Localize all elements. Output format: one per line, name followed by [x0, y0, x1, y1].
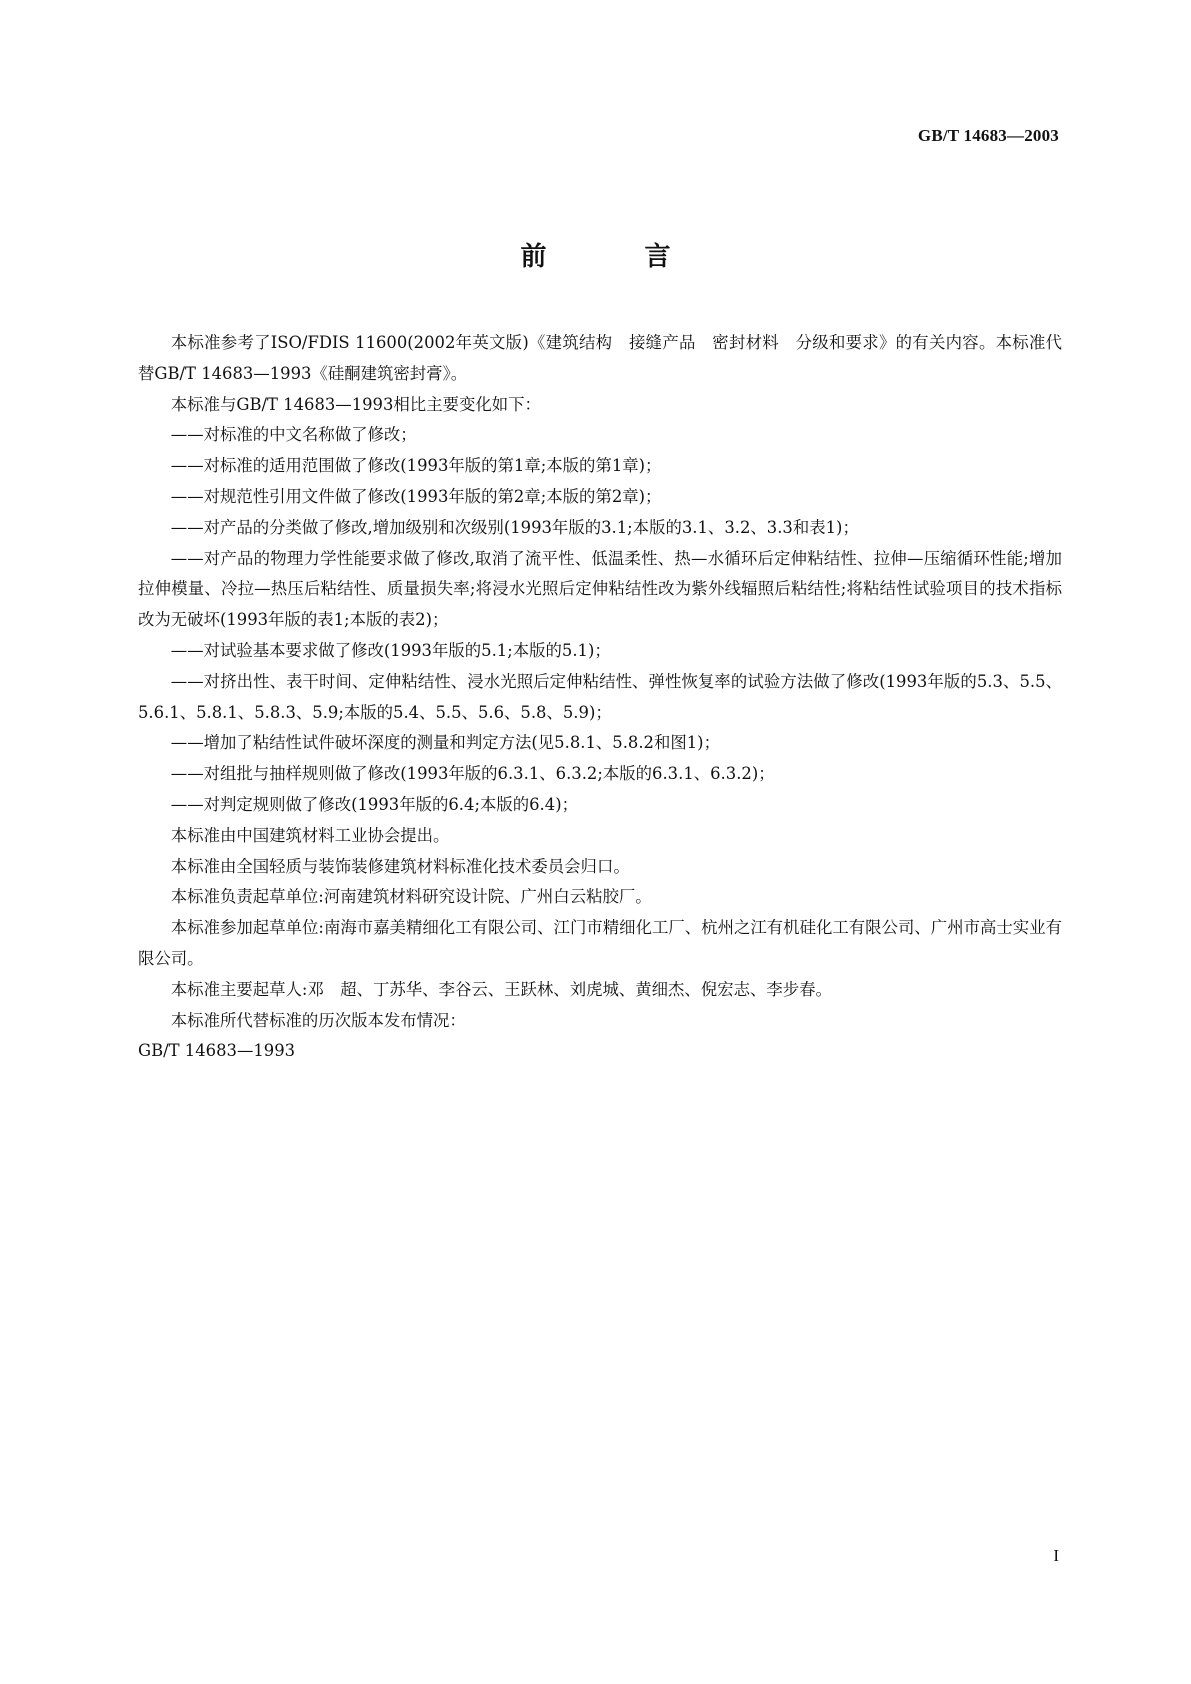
page-number: I	[1053, 1546, 1059, 1565]
paragraph-main-drafters: 本标准主要起草人:邓 超、丁苏华、李谷云、王跃林、刘虎城、黄细杰、倪宏志、李步春。	[170, 979, 832, 999]
foreword-body	[138, 328, 1062, 1067]
list-item-change: ——对标准的适用范围做了修改(1993年版的第1章;本版的第1章)；	[170, 456, 662, 476]
paragraph-lead-drafter: 本标准负责起草单位:河南建筑材料研究设计院、广州白云粘胶厂。	[170, 887, 652, 907]
list-item-change: ——对产品的物理力学性能要求做了修改,取消了流平性、低温柔性、热—水循环后定伸粘结性、拉伸—压缩循环性能;增加拉伸模量、冷拉—热压后粘结性、质量损失率;将浸水光照后定伸粘结性改为紫外线辐照后粘结性;将粘结性试验项目的技术指标改为无破坏(1993年版的表1;本版的表2)；	[138, 548, 1062, 630]
list-item-change: ——对判定规则做了修改(1993年版的6.4;本版的6.4)；	[170, 794, 578, 814]
paragraph-reference: 本标准参考了ISO/FDIS 11600(2002年英文版)《建筑结构 接缝产品 密封材料 分级和要求》的有关内容。本标准代替GB/T 14683—1993《硅酮建筑密封膏》。	[138, 333, 1062, 383]
list-item-change: ——增加了粘结性试件破坏深度的测量和判定方法(见5.8.1、5.8.2和图1)；	[170, 733, 720, 753]
list-item-change: ——对试验基本要求做了修改(1993年版的5.1;本版的5.1)；	[170, 640, 611, 660]
list-item-change: ——对标准的中文名称做了修改；	[170, 425, 417, 445]
list-item-change: ——对挤出性、表干时间、定伸粘结性、浸水光照后定伸粘结性、弹性恢复率的试验方法做了修改(1993年版的5.3、5.5、5.6.1、5.8.1、5.8.3、5.9;本版的5.4、5.5、5.6、5.8、5.9)；	[138, 671, 1062, 722]
paragraph-committee: 本标准由全国轻质与装饰装修建筑材料标准化技术委员会归口。	[170, 856, 630, 876]
paragraph-proposer: 本标准由中国建筑材料工业协会提出。	[170, 825, 450, 845]
list-item-change: ——对产品的分类做了修改,增加级别和次级别(1993年版的3.1;本版的3.1、3.2、3.3和表1)；	[170, 517, 859, 537]
page-title: 前 言	[520, 242, 707, 272]
paragraph-history-intro: 本标准所代替标准的历次版本发布情况：	[170, 1010, 466, 1030]
paragraph-participating-drafters: 本标准参加起草单位:南海市嘉美精细化工有限公司、江门市精细化工厂、杭州之江有机硅化工有限公司、广州市高士实业有限公司。	[138, 918, 1062, 968]
paragraph-changes-intro: 本标准与GB/T 14683—1993相比主要变化如下：	[170, 394, 541, 414]
paragraph-history-version: GB/T 14683—1993	[138, 1041, 296, 1061]
standard-code: GB/T 14683—2003	[917, 126, 1059, 145]
list-item-change: ——对组批与抽样规则做了修改(1993年版的6.3.1、6.3.2;本版的6.3.1、6.3.2)；	[170, 764, 775, 784]
list-item-change: ——对规范性引用文件做了修改(1993年版的第2章;本版的第2章)；	[170, 486, 662, 506]
